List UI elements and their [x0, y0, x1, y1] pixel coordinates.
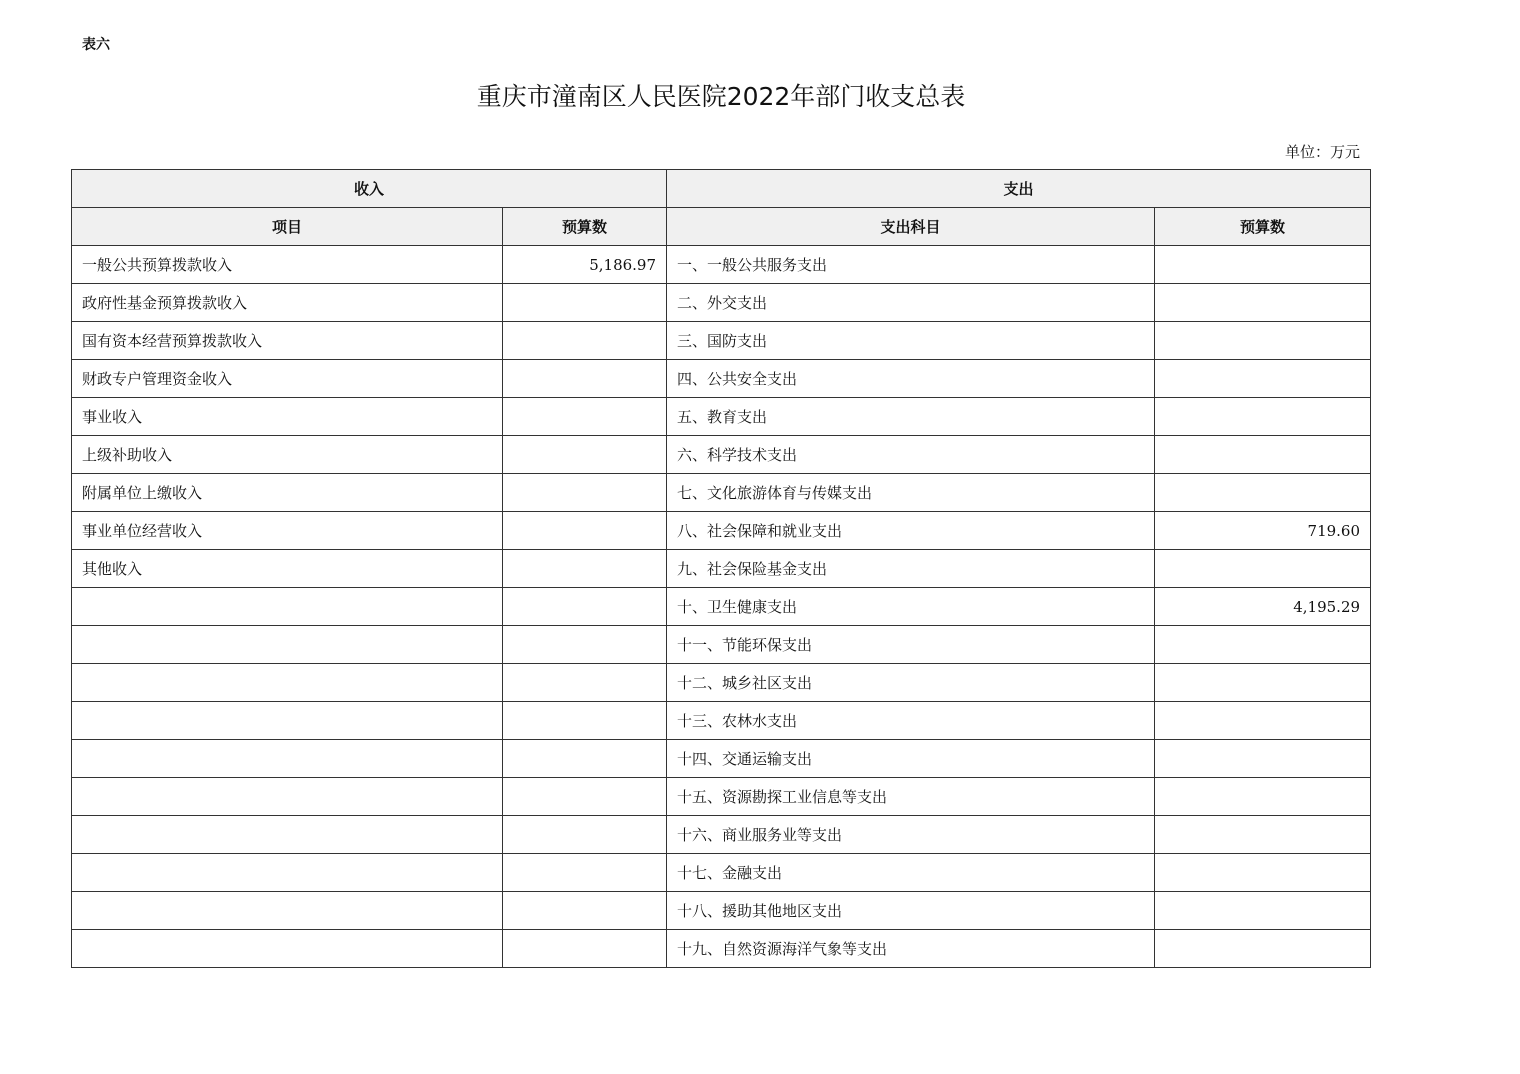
table-row — [72, 892, 1371, 930]
income-item-cell — [72, 740, 503, 778]
table-label: 表六 — [82, 37, 110, 53]
table-row — [72, 398, 1371, 436]
expense-item-cell: 一、一般公共服务支出 — [667, 246, 1155, 284]
income-item-cell — [72, 930, 503, 968]
expense-item-cell: 十二、城乡社区支出 — [667, 664, 1155, 702]
income-budget-cell — [503, 930, 667, 968]
table-row — [72, 512, 1371, 550]
income-budget-cell — [503, 474, 667, 512]
expense-budget-cell — [1155, 322, 1371, 360]
expense-item-cell: 四、公共安全支出 — [667, 360, 1155, 398]
income-budget-cell: 5,186.97 — [503, 246, 667, 284]
table-row — [72, 664, 1371, 702]
expense-budget-cell — [1155, 474, 1371, 512]
expense-budget-cell: 4,195.29 — [1155, 588, 1371, 626]
expense-item-cell: 十四、交通运输支出 — [667, 740, 1155, 778]
table-row — [72, 778, 1371, 816]
table-row — [72, 588, 1371, 626]
expense-budget-cell — [1155, 246, 1371, 284]
income-budget-cell — [503, 550, 667, 588]
table-row — [72, 284, 1371, 322]
expense-budget-header: 预算数 — [1155, 208, 1371, 246]
expense-item-cell: 三、国防支出 — [667, 322, 1155, 360]
income-group-header: 收入 — [72, 170, 667, 208]
expense-item-cell: 十八、援助其他地区支出 — [667, 892, 1155, 930]
budget-table — [71, 169, 1371, 968]
expense-group-header: 支出 — [667, 170, 1371, 208]
income-item-cell — [72, 778, 503, 816]
expense-budget-cell — [1155, 854, 1371, 892]
income-budget-cell — [503, 740, 667, 778]
unit-label: 单位：万元 — [1284, 143, 1360, 161]
table-row — [72, 550, 1371, 588]
expense-item-cell: 十三、农林水支出 — [667, 702, 1155, 740]
income-item-cell — [72, 816, 503, 854]
income-budget-cell — [503, 854, 667, 892]
income-item-cell — [72, 702, 503, 740]
expense-budget-cell — [1155, 816, 1371, 854]
income-budget-header: 预算数 — [503, 208, 667, 246]
income-item-cell — [72, 854, 503, 892]
expense-budget-cell — [1155, 778, 1371, 816]
expense-item-header: 支出科目 — [667, 208, 1155, 246]
income-budget-cell — [503, 322, 667, 360]
income-item-cell: 上级补助收入 — [72, 436, 503, 474]
income-item-cell — [72, 892, 503, 930]
expense-budget-cell — [1155, 360, 1371, 398]
table-row — [72, 322, 1371, 360]
expense-budget-cell — [1155, 664, 1371, 702]
expense-budget-cell — [1155, 930, 1371, 968]
income-item-cell — [72, 664, 503, 702]
income-budget-cell — [503, 702, 667, 740]
expense-budget-cell — [1155, 740, 1371, 778]
expense-budget-cell — [1155, 436, 1371, 474]
expense-item-cell: 九、社会保险基金支出 — [667, 550, 1155, 588]
expense-budget-cell — [1155, 892, 1371, 930]
table-body — [72, 246, 1371, 968]
income-item-cell: 财政专户管理资金收入 — [72, 360, 503, 398]
income-item-cell: 政府性基金预算拨款收入 — [72, 284, 503, 322]
table-row — [72, 702, 1371, 740]
table-row — [72, 436, 1371, 474]
income-item-cell: 事业单位经营收入 — [72, 512, 503, 550]
expense-item-cell: 十六、商业服务业等支出 — [667, 816, 1155, 854]
income-item-cell: 事业收入 — [72, 398, 503, 436]
group-header-row — [72, 170, 1371, 208]
expense-item-cell: 十九、自然资源海洋气象等支出 — [667, 930, 1155, 968]
income-item-cell: 一般公共预算拨款收入 — [72, 246, 503, 284]
income-budget-cell — [503, 664, 667, 702]
income-budget-cell — [503, 436, 667, 474]
expense-budget-cell — [1155, 626, 1371, 664]
income-budget-cell — [503, 360, 667, 398]
income-item-cell: 附属单位上缴收入 — [72, 474, 503, 512]
income-budget-cell — [503, 816, 667, 854]
table-row — [72, 474, 1371, 512]
expense-budget-cell — [1155, 284, 1371, 322]
page-title: 重庆市潼南区人民医院2022年部门收支总表 — [476, 82, 966, 111]
table-row — [72, 854, 1371, 892]
expense-item-cell: 二、外交支出 — [667, 284, 1155, 322]
income-budget-cell — [503, 588, 667, 626]
income-budget-cell — [503, 778, 667, 816]
table-row — [72, 626, 1371, 664]
column-header-row — [72, 208, 1371, 246]
income-budget-cell — [503, 512, 667, 550]
expense-budget-cell — [1155, 398, 1371, 436]
expense-budget-cell: 719.60 — [1155, 512, 1371, 550]
expense-item-cell: 十一、节能环保支出 — [667, 626, 1155, 664]
expense-item-cell: 六、科学技术支出 — [667, 436, 1155, 474]
expense-item-cell: 十五、资源勘探工业信息等支出 — [667, 778, 1155, 816]
income-budget-cell — [503, 398, 667, 436]
income-item-cell — [72, 626, 503, 664]
table-row — [72, 816, 1371, 854]
income-item-header: 项目 — [72, 208, 503, 246]
income-item-cell: 其他收入 — [72, 550, 503, 588]
income-item-cell: 国有资本经营预算拨款收入 — [72, 322, 503, 360]
income-budget-cell — [503, 284, 667, 322]
table-row — [72, 930, 1371, 968]
expense-budget-cell — [1155, 702, 1371, 740]
expense-item-cell: 八、社会保障和就业支出 — [667, 512, 1155, 550]
table-row — [72, 360, 1371, 398]
table-row — [72, 740, 1371, 778]
expense-item-cell: 七、文化旅游体育与传媒支出 — [667, 474, 1155, 512]
expense-item-cell: 十七、金融支出 — [667, 854, 1155, 892]
income-budget-cell — [503, 892, 667, 930]
expense-budget-cell — [1155, 550, 1371, 588]
expense-item-cell: 五、教育支出 — [667, 398, 1155, 436]
expense-item-cell: 十、卫生健康支出 — [667, 588, 1155, 626]
table-row — [72, 246, 1371, 284]
income-item-cell — [72, 588, 503, 626]
income-budget-cell — [503, 626, 667, 664]
